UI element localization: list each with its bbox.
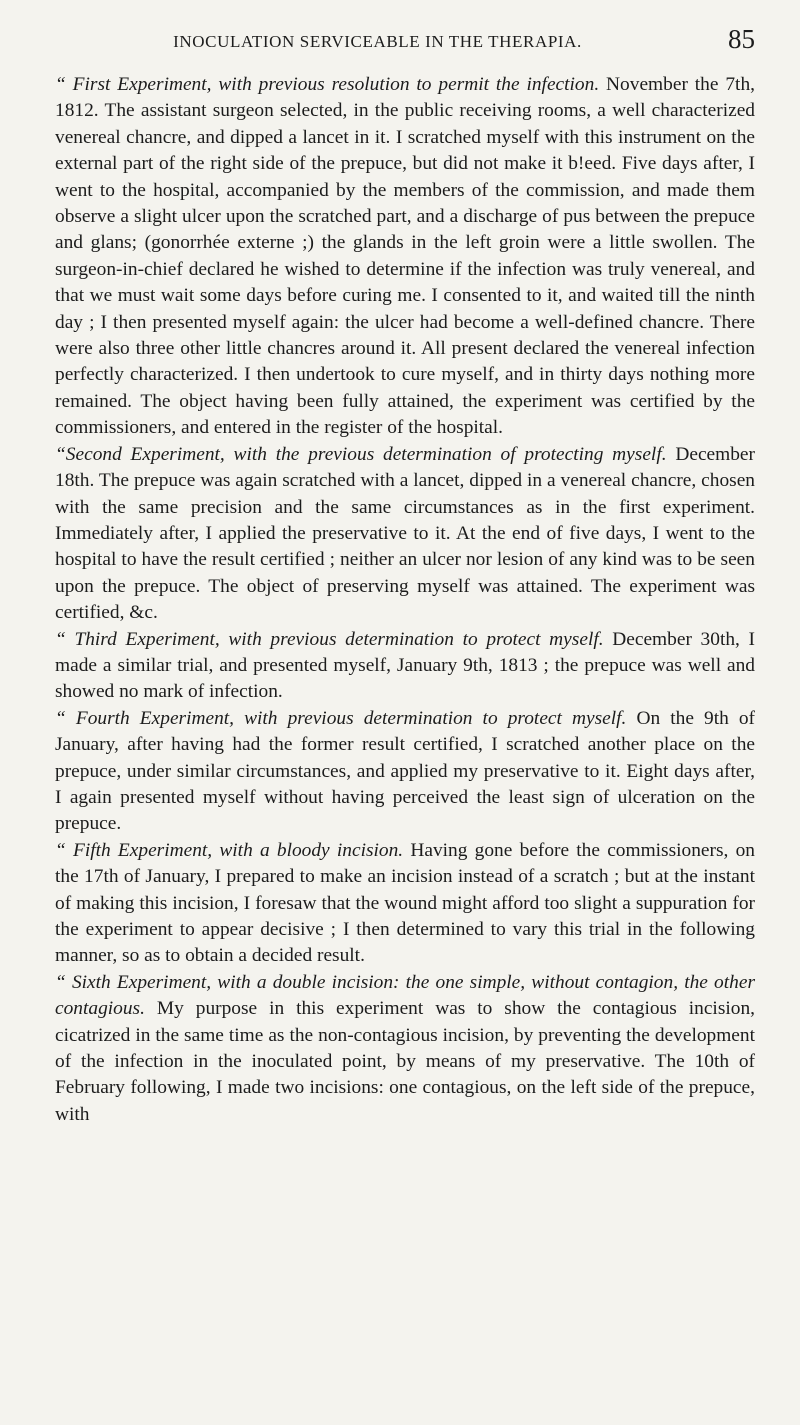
experiment-heading: “ Fourth Experiment, with previous determination to protect myself. (55, 707, 627, 729)
experiment-heading: “ Third Experiment, with previous determination to protect myself. (55, 628, 604, 650)
paragraph-text: On the 9th of January, after having had the former result certified, I scratched another place on the prepuce, under similar circumstances, and applied my preservative to it. Eight days after, I again presented myself without having perceived the least sign of ulceration on the prepuce. (55, 707, 756, 835)
experiment-heading: “ Fifth Experiment, with a bloody incision. (55, 839, 404, 861)
paragraph-text: December 18th. The prepuce was again scratched with a lancet, dipped in a venereal chancre, chosen with the same precision and the same circumstances as in the first experiment. Immediately after, I applied the preservative to it. At the end of five days, I went to the hospital to have the result certified ; neither an ulcer nor lesion of any kind was to be seen upon the prepuce. The object of preserving myself was attained. The experiment was certified, &c. (55, 443, 755, 624)
body-text (55, 72, 755, 1128)
paragraph-text: November the 7th, 1812. The assistant surgeon selected, in the public receiving rooms, a well characterized venereal chancre, and dipped a lancet in it. I scratched myself with this instrument on the external part of the right side of the prepuce, but did not make it b!eed. Five days after, I went to the hospital, accompanied by the members of the commission, and made them observe a slight ulcer upon the scratched part, and a discharge of pus between the prepuce and glans; (gonorrhée externe ;) the glands in the left groin were a little swollen. The surgeon-in-chief declared he wished to determine if the infection was truly venereal, and that we must wait some days before curing me. I consented to it, and waited till the ninth day ; I then presented myself again: the ulcer had become a well-defined chancre. There were also three other little chancres around it. All present declared the venereal infection perfectly characterized. I then undertook to cure myself, and in thirty days nothing more remained. The object having been fully attained, the experiment was certified by the commissioners, and entered in the register of the hospital. (55, 74, 755, 439)
paragraph-second-experiment (55, 442, 755, 627)
paragraph-fifth-experiment (55, 838, 755, 970)
paragraph-text: December 30th, I made a similar trial, and presented myself, January 9th, 1813 ; the prepuce was well and showed no mark of infection. (55, 628, 755, 703)
page-header (55, 24, 755, 64)
paragraph-fourth-experiment (55, 706, 755, 838)
experiment-heading: “Second Experiment, with the previous determination of protecting myself. (55, 443, 667, 465)
experiment-heading: “ First Experiment, with previous resolution to permit the infection. (55, 74, 600, 95)
experiment-heading: “ Sixth Experiment, with a double incision: the one simple, without contagion, the other contagious. (55, 971, 755, 1020)
paragraph-text: Having gone before the commissioners, on the 17th of January, I prepared to make an incision instead of a scratch ; but at the instant of making this incision, I foresaw that the wound might afford too slight a suppuration for the experiment to appear decisive ; I then determined to vary this trial in the following manner, so as to obtain a decided result. (55, 839, 755, 967)
paragraph-text: My purpose in this experiment was to show the contagious incision, cicatrized in the same time as the non-contagious incision, by preventing the development of the infection in the inoculated point, by means of my preservative. The 10th of February following, I made two incisions: one contagious, on the left side of the prepuce, with (55, 998, 755, 1125)
running-head: INOCULATION SERVICEABLE IN THE THERAPIA. (173, 32, 582, 51)
book-page (55, 0, 755, 1425)
page-number: 85 (728, 24, 755, 54)
paragraph-sixth-experiment (55, 970, 755, 1128)
paragraph-first-experiment (55, 72, 755, 442)
paragraph-third-experiment (55, 627, 755, 706)
